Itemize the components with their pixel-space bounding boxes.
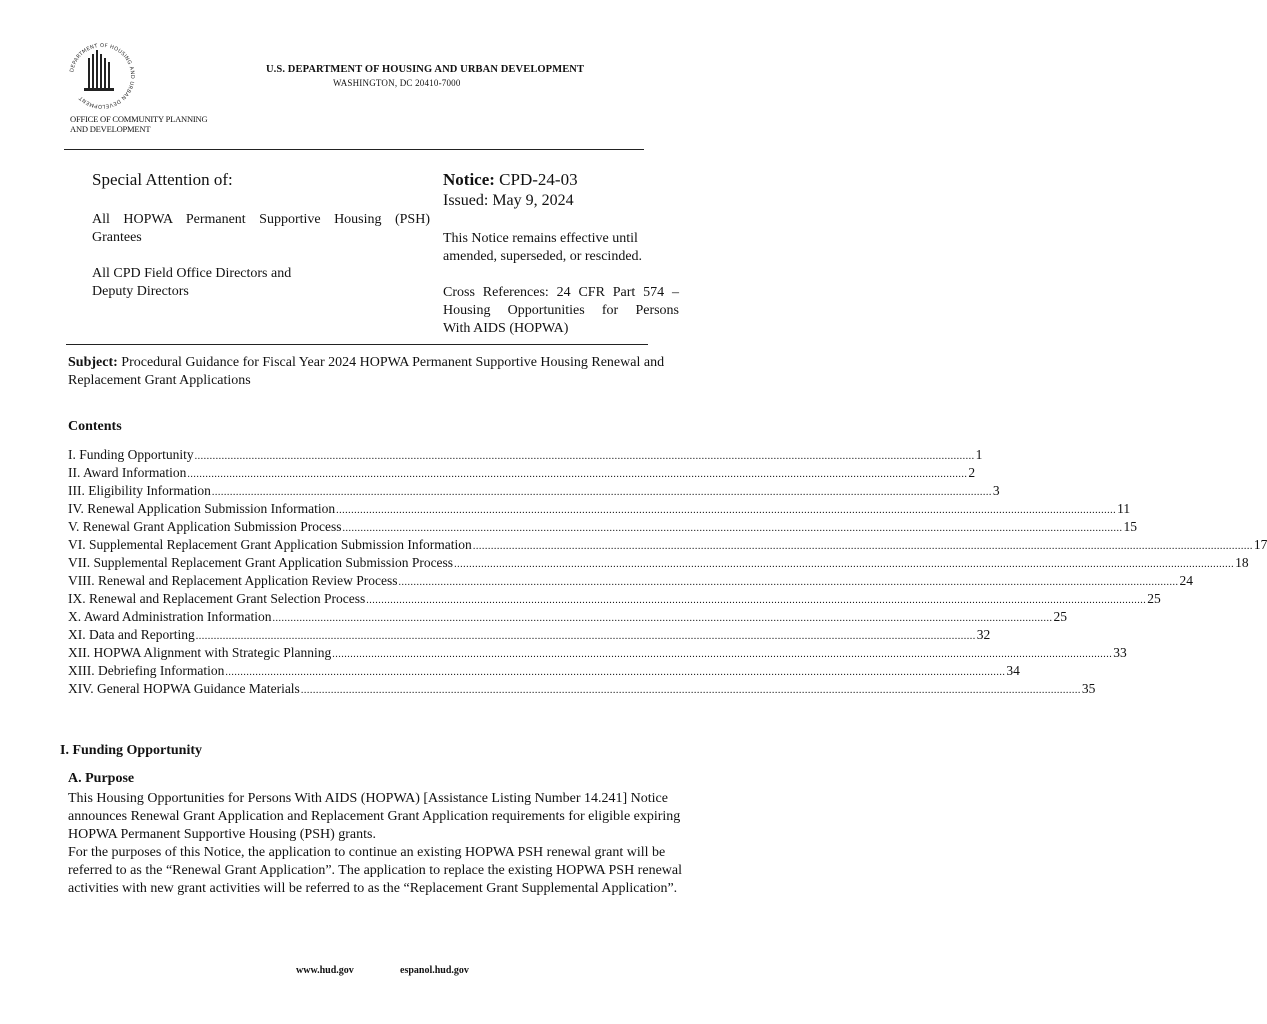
recipient-1-line-1: All HOPWA Permanent Supportive Housing (PSH) [92,212,430,227]
toc-entry[interactable] [68,464,976,482]
toc-entry[interactable] [68,680,1096,698]
toc-entry-page: 25 [1147,591,1161,606]
toc-entry-page: 25 [1053,609,1067,624]
toc-entry-label: XIII. Debriefing Information [68,663,225,678]
notice-number: CPD-24-03 [499,170,578,189]
toc-entry-label: II. Award Information [68,465,187,480]
toc-entry[interactable] [68,500,1131,518]
toc-entry-page: 35 [1081,681,1096,696]
footer-link-espanol[interactable]: espanol.hud.gov [400,965,469,976]
svg-text:DEPARTMENT OF HOUSING AND URBA [69,43,135,109]
office-line-1: OFFICE OF COMMUNITY PLANNING [70,114,208,124]
cross-references [443,284,679,338]
effective-statement [443,230,679,266]
seal-text: DEPARTMENT OF HOUSING AND URBAN DEVELOPMENT [69,42,136,110]
toc-entry[interactable] [68,590,1161,608]
header-divider [64,149,644,150]
toc-entry[interactable] [68,536,1267,554]
subject [68,354,708,390]
issued-date: Issued: May 9, 2024 [443,192,574,209]
toc-entry-label: V. Renewal Grant Application Submission Process [68,519,342,534]
toc-entry[interactable] [68,572,1194,590]
department-name: U.S. DEPARTMENT OF HOUSING AND URBAN DEVELOPMENT [266,64,585,75]
contents-title: Contents [68,419,122,434]
effective-line-2: amended, superseded, or rescinded. [443,249,643,264]
toc-dot-leader: .................................................................................................................................................................................................................................................................... [272,613,1053,624]
toc-entry-label: XIV. General HOPWA Guidance Materials [68,681,300,696]
toc-entry-page: 2 [968,465,976,480]
purpose-paragraph-2: For the purposes of this Notice, the application to continue an existing HOPWA PSH renewal grant will be referred to as the “Renewal Grant Application”. The application to replace the existing HOPWA PSH renewal activities with new grant activities will be referred to as the “Replacement Grant Supplemental Application”. [68,845,682,896]
toc-entry-page: 18 [1235,555,1249,570]
subject-text: Procedural Guidance for Fiscal Year 2024 HOPWA Permanent Supportive Housing Renewal and Replacement Grant Applications [68,355,665,388]
office-name [70,114,207,134]
toc-dot-leader: .................................................................................................................................................................................................................................................................... [225,667,1006,678]
toc-entry-page: 32 [976,627,991,642]
toc-entry-label: III. Eligibility Information [68,483,211,498]
toc-entry[interactable] [68,446,983,464]
crossref-line-2: Housing Opportunities for Persons [443,303,679,318]
purpose-title: A. Purpose [68,771,135,786]
table-of-contents [68,446,1267,698]
toc-entry-page: 34 [1006,663,1020,678]
toc-entry[interactable] [68,518,1137,536]
toc-dot-leader: .................................................................................................................................................................................................................................................................... [300,685,1081,696]
toc-dot-leader: .................................................................................................................................................................................................................................................................... [342,523,1123,534]
toc-entry[interactable] [68,644,1127,662]
notice-heading [443,170,578,190]
toc-entry-label: XI. Data and Reporting [68,627,195,642]
toc-entry-label: I. Funding Opportunity [68,447,194,462]
crossref-line-1: Cross References: 24 CFR Part 574 – [443,285,679,300]
toc-dot-leader: .................................................................................................................................................................................................................................................................... [211,487,992,498]
toc-dot-leader: .................................................................................................................................................................................................................................................................... [332,649,1113,660]
hud-seal-logo [66,40,138,112]
toc-entry-page: 1 [975,447,983,462]
toc-entry[interactable] [68,626,991,644]
toc-entry[interactable] [68,608,1067,626]
recipient-group-2 [92,265,430,301]
toc-entry-label: VIII. Renewal and Replacement Application Review Process [68,573,398,588]
toc-entry[interactable] [68,662,1020,680]
notice-label: Notice: [443,170,495,189]
recipient-group-1 [92,211,430,247]
toc-entry-page: 17 [1253,537,1267,552]
toc-entry[interactable] [68,482,1000,500]
toc-dot-leader: .................................................................................................................................................................................................................................................................... [472,541,1253,552]
subject-divider [66,344,648,345]
recipient-2-line-1: All CPD Field Office Directors and [92,266,292,281]
toc-dot-leader: .................................................................................................................................................................................................................................................................... [195,631,976,642]
section-title: I. Funding Opportunity [60,743,202,758]
crossref-line-3: With AIDS (HOPWA) [443,321,569,336]
purpose-paragraph-1: This Housing Opportunities for Persons With AIDS (HOPWA) [Assistance Listing Number 14.241] Notice announces Renewal Grant Application and Replacement Grant Application requirements for eligible expiring HOPWA Permanent Supportive Housing (PSH) grants. [68,791,681,842]
subject-label: Subject: [68,355,118,370]
effective-line-1: This Notice remains effective until [443,231,638,246]
recipient-1-line-2: Grantees [92,230,142,245]
toc-dot-leader: .................................................................................................................................................................................................................................................................... [194,451,975,462]
toc-entry-page: 24 [1179,573,1194,588]
toc-entry-label: VI. Supplemental Replacement Grant Application Submission Information [68,537,472,552]
toc-entry-page: 3 [992,483,1000,498]
footer-link-hud[interactable]: www.hud.gov [296,965,354,976]
toc-dot-leader: .................................................................................................................................................................................................................................................................... [366,595,1147,606]
toc-entry[interactable] [68,554,1249,572]
toc-dot-leader: .................................................................................................................................................................................................................................................................... [398,577,1179,588]
toc-entry-label: XII. HOPWA Alignment with Strategic Planning [68,645,332,660]
office-line-2: AND DEVELOPMENT [70,124,151,134]
toc-entry-page: 15 [1123,519,1137,534]
toc-dot-leader: .................................................................................................................................................................................................................................................................... [454,559,1235,570]
toc-entry-page: 33 [1113,645,1127,660]
toc-entry-label: IX. Renewal and Replacement Grant Selection Process [68,591,366,606]
toc-entry-label: IV. Renewal Application Submission Information [68,501,336,516]
recipient-2-line-2: Deputy Directors [92,284,189,299]
department-address: WASHINGTON, DC 20410-7000 [333,78,461,88]
toc-dot-leader: .................................................................................................................................................................................................................................................................... [187,469,968,480]
toc-entry-label: VII. Supplemental Replacement Grant Application Submission Process [68,555,454,570]
toc-entry-page: 11 [1117,501,1131,516]
toc-dot-leader: .................................................................................................................................................................................................................................................................... [336,505,1117,516]
toc-entry-label: X. Award Administration Information [68,609,272,624]
special-attention-label: Special Attention of: [92,170,233,189]
